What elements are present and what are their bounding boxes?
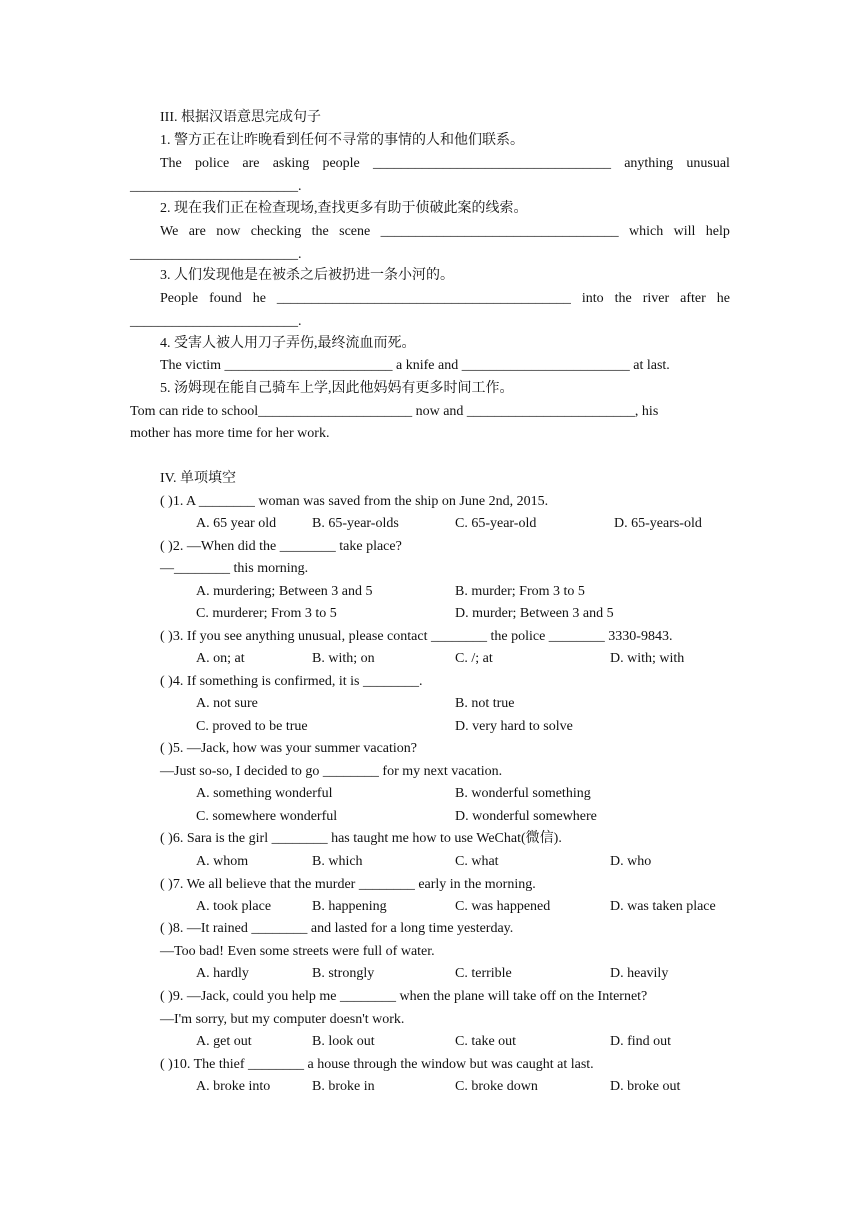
q5-stem-reply: —Just so-so, I decided to go ________ for my next vacation. bbox=[160, 764, 503, 779]
q3-option-a: A. on; at bbox=[196, 651, 245, 666]
q6-stem: ( )6. Sara is the girl ________ has taught me how to use WeChat(微信). bbox=[160, 831, 562, 846]
q3-option-c: C. /; at bbox=[455, 651, 493, 666]
q10-option-a: A. broke into bbox=[196, 1079, 271, 1094]
q4-option-c: C. proved to be true bbox=[196, 719, 308, 734]
s3-item2-english: We are now checking the scene __________________________________ which will help bbox=[160, 222, 730, 242]
q8-option-c: C. terrible bbox=[455, 966, 512, 981]
q7-option-c: C. was happened bbox=[455, 899, 551, 914]
s3-item3-tail: ________________________. bbox=[130, 314, 302, 329]
section-4-title: IV. 单项填空 bbox=[160, 471, 236, 486]
q1-option-d: D. 65-years-old bbox=[614, 516, 702, 531]
q3-option-b: B. with; on bbox=[312, 651, 375, 666]
q5-option-d: D. wonderful somewhere bbox=[455, 809, 597, 824]
q6-option-a: A. whom bbox=[196, 854, 249, 869]
q4-option-d: D. very hard to solve bbox=[455, 719, 573, 734]
q8-option-d: D. heavily bbox=[610, 966, 669, 981]
q8-option-a: A. hardly bbox=[196, 966, 249, 981]
q2-stem-reply: —________ this morning. bbox=[160, 561, 309, 576]
q9-stem-reply: —I'm sorry, but my computer doesn't work. bbox=[160, 1012, 405, 1027]
q5-option-b: B. wonderful something bbox=[455, 786, 591, 801]
q8-option-b: B. strongly bbox=[312, 966, 375, 981]
q9-stem: ( )9. —Jack, could you help me ________ when the plane will take off on the Internet? bbox=[160, 989, 648, 1004]
s3-item5-chinese: 5. 汤姆现在能自己骑车上学,因此他妈妈有更多时间工作。 bbox=[160, 381, 514, 396]
s3-item3-chinese: 3. 人们发现他是在被杀之后被扔进一条小河的。 bbox=[160, 268, 454, 283]
q3-option-d: D. with; with bbox=[610, 651, 685, 666]
s3-item3-english: People found he __________________________________________ into the river after he bbox=[160, 289, 730, 309]
blank: __________________________________________ bbox=[276, 291, 571, 306]
q9-option-a: A. get out bbox=[196, 1034, 252, 1049]
s3-item2-tail: ________________________. bbox=[130, 247, 302, 262]
q2-stem: ( )2. —When did the ________ take place? bbox=[160, 539, 402, 554]
q8-stem-reply: —Too bad! Even some streets were full of water. bbox=[160, 944, 435, 959]
q7-option-a: A. took place bbox=[196, 899, 272, 914]
q5-option-c: C. somewhere wonderful bbox=[196, 809, 338, 824]
q10-option-c: C. broke down bbox=[455, 1079, 538, 1094]
q9-option-d: D. find out bbox=[610, 1034, 672, 1049]
q2-option-c: C. murderer; From 3 to 5 bbox=[196, 606, 337, 621]
q10-option-d: D. broke out bbox=[610, 1079, 681, 1094]
s3-item1-chinese: 1. 警方正在让昨晚看到任何不寻常的事情的人和他们联系。 bbox=[160, 133, 524, 148]
q5-stem: ( )5. —Jack, how was your summer vacation? bbox=[160, 741, 417, 756]
q2-option-b: B. murder; From 3 to 5 bbox=[455, 584, 585, 599]
q1-option-b: B. 65-year-olds bbox=[312, 516, 399, 531]
q1-stem: ( )1. A ________ woman was saved from the ship on June 2nd, 2015. bbox=[160, 494, 549, 509]
section-3-title: III. 根据汉语意思完成句子 bbox=[160, 110, 321, 125]
s3-item1-english: The police are asking people __________________________________ anything unusual bbox=[160, 154, 730, 174]
q2-option-d: D. murder; Between 3 and 5 bbox=[455, 606, 614, 621]
q6-option-d: D. who bbox=[610, 854, 652, 869]
s3-item1-tail: ________________________. bbox=[130, 179, 302, 194]
s3-item4-english: The victim ________________________ a knife and ________________________ at last. bbox=[160, 358, 670, 373]
q6-option-c: C. what bbox=[455, 854, 499, 869]
s3-item2-chinese: 2. 现在我们正在检查现场,查找更多有助于侦破此案的线索。 bbox=[160, 201, 528, 216]
q10-option-b: B. broke in bbox=[312, 1079, 375, 1094]
q7-stem: ( )7. We all believe that the murder ________ early in the morning. bbox=[160, 877, 536, 892]
q7-option-d: D. was taken place bbox=[610, 899, 716, 914]
q4-option-b: B. not true bbox=[455, 696, 515, 711]
s3-item5-english: Tom can ride to school______________________ now and ________________________, his bbox=[130, 404, 659, 419]
q7-option-b: B. happening bbox=[312, 899, 387, 914]
q9-option-c: C. take out bbox=[455, 1034, 517, 1049]
q9-option-b: B. look out bbox=[312, 1034, 375, 1049]
q1-option-a: A. 65 year old bbox=[196, 516, 277, 531]
blank: __________________________________ bbox=[372, 156, 611, 171]
q10-stem: ( )10. The thief ________ a house through the window but was caught at last. bbox=[160, 1057, 594, 1072]
q6-option-b: B. which bbox=[312, 854, 363, 869]
q3-stem: ( )3. If you see anything unusual, please contact ________ the police ________ 3330-9843. bbox=[160, 629, 673, 644]
s3-item5-tail: mother has more time for her work. bbox=[130, 426, 330, 441]
q5-option-a: A. something wonderful bbox=[196, 786, 333, 801]
q2-option-a: A. murdering; Between 3 and 5 bbox=[196, 584, 373, 599]
blank: __________________________________ bbox=[380, 224, 619, 239]
q4-option-a: A. not sure bbox=[196, 696, 258, 711]
q1-option-c: C. 65-year-old bbox=[455, 516, 537, 531]
q4-stem: ( )4. If something is confirmed, it is ________. bbox=[160, 674, 423, 689]
q8-stem: ( )8. —It rained ________ and lasted for a long time yesterday. bbox=[160, 921, 514, 936]
s3-item4-chinese: 4. 受害人被人用刀子弄伤,最终流血而死。 bbox=[160, 336, 416, 351]
